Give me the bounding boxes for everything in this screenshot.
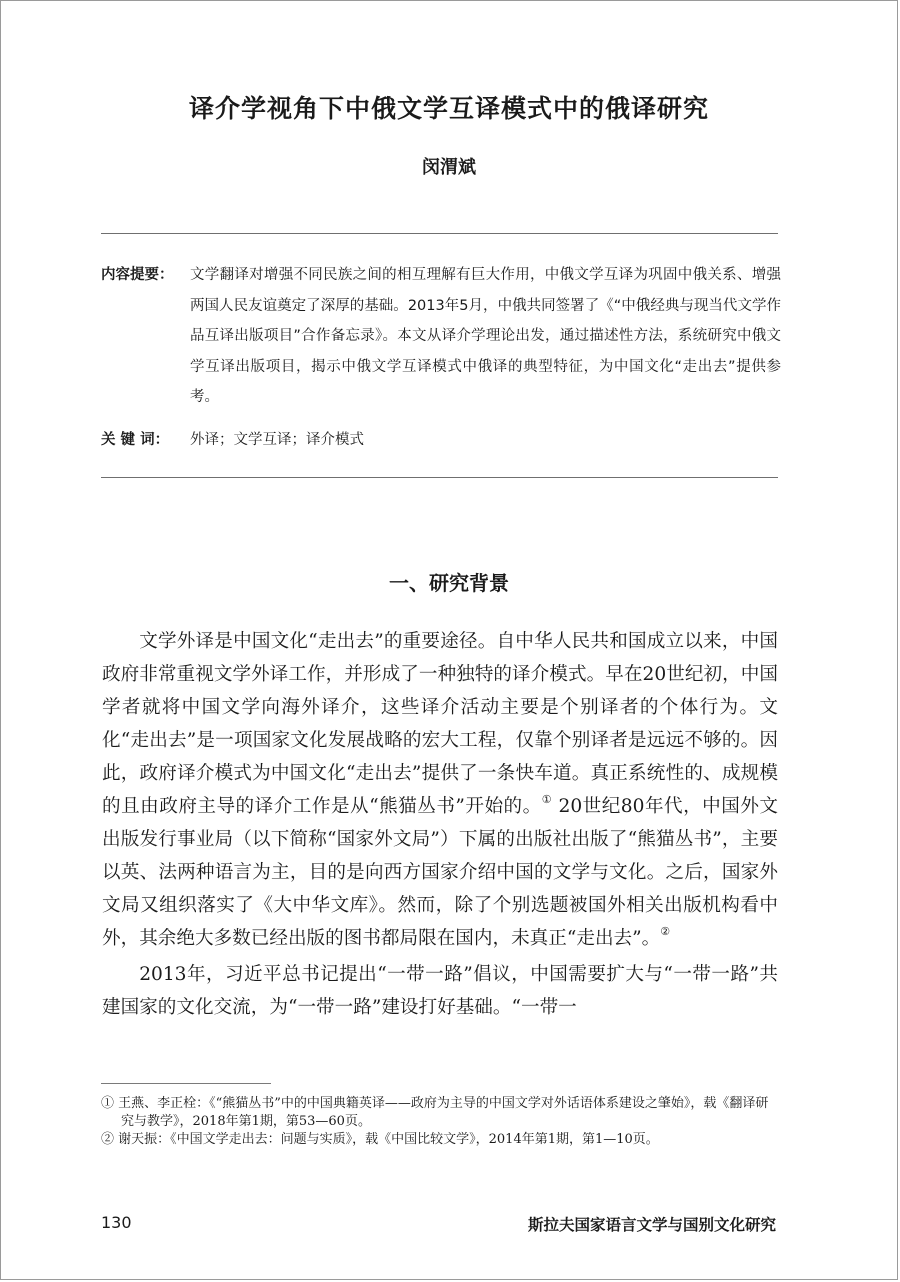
body-text [102,625,778,1027]
footnotes [101,1095,781,1149]
abstract-label: 内容提要： [101,267,174,283]
article-title: 译介学视角下中俄文学互译模式中的俄译研究 [188,94,709,123]
footnote-divider [101,1083,271,1084]
section-heading: 一、研究背景 [389,571,509,595]
paragraph-1 [102,625,778,955]
footnote-2: ② 谢天振：《中国文学走出去：问题与实质》，载《中国比较文学》，2014年第1期，第1—10页。 [101,1132,659,1147]
abstract-block [101,260,781,413]
paragraph-1-part-a: 文学外译是中国文化“走出去”的重要途径。自中华人民共和国成立以来，中国政府非常重视文学外译工作，并形成了一种独特的译介模式。早在20世纪初，中国学者就将中国文学向海外译介，这些译介活动主要是个别译者的个体行为。文化“走出去”是一项国家文化发展战略的宏大工程，仅靠个别译者是远远不够的。因此，政府译介模式为中国文化“走出去”提供了一条快车道。真正系统性的、成规模的且由政府主导的译介工作是从“熊猫丛书”开始的。 [102,631,778,817]
keywords-label: 关 键 词： [101,432,170,448]
top-divider [101,233,778,234]
footnote-ref-1[interactable]: ① [541,793,553,806]
bottom-divider [101,477,778,478]
footnote-1: ① 王燕、李正栓：《“熊猫丛书”中的中国典籍英译——政府为主导的中国文学对外话语体系建设之肇始》，载《翻译研究与教学》，2018年第1期，第53—60页。 [101,1096,769,1129]
paragraph-2: 2013年，习近平总书记提出“一带一路”倡议，中国需要扩大与“一带一路”共建国家的文化交流，为“一带一路”建设打好基础。“一带一 [102,964,778,1018]
keywords-text: 外译；文学互译；译介模式 [190,432,364,448]
footnote-ref-2[interactable]: ② [660,925,671,938]
keywords-block [101,428,781,452]
journal-name: 斯拉夫国家语言文学与国别文化研究 [527,1216,776,1234]
paragraph-1-part-b: 20世纪80年代，中国外文出版发行事业局（以下简称“国家外文局”）下属的出版社出版了“熊猫丛书”，主要以英、法两种语言为主，目的是向西方国家介绍中国的文学与文化。之后，国家外文局又组织落实了《大中华文库》。然而，除了个别选题被国外相关出版机构看中外，其余绝大多数已经出版的图书都局限在国内，未真正“走出去”。 [102,796,779,949]
abstract-text: 文学翻译对增强不同民族之间的相互理解有巨大作用，中俄文学互译为巩固中俄关系、增强两国人民友谊奠定了深厚的基础。2013年5月，中俄共同签署了《“中俄经典与现当代文学作品互译出版项目”合作备忘录》。本文从译介学理论出发，通过描述性方法，系统研究中俄文学互译出版项目，揭示中俄文学互译模式中俄译的典型特征，为中国文化“走出去”提供参考。 [190,267,781,405]
article-author: 闵渭斌 [422,157,476,178]
page-number: 130 [101,1213,132,1232]
